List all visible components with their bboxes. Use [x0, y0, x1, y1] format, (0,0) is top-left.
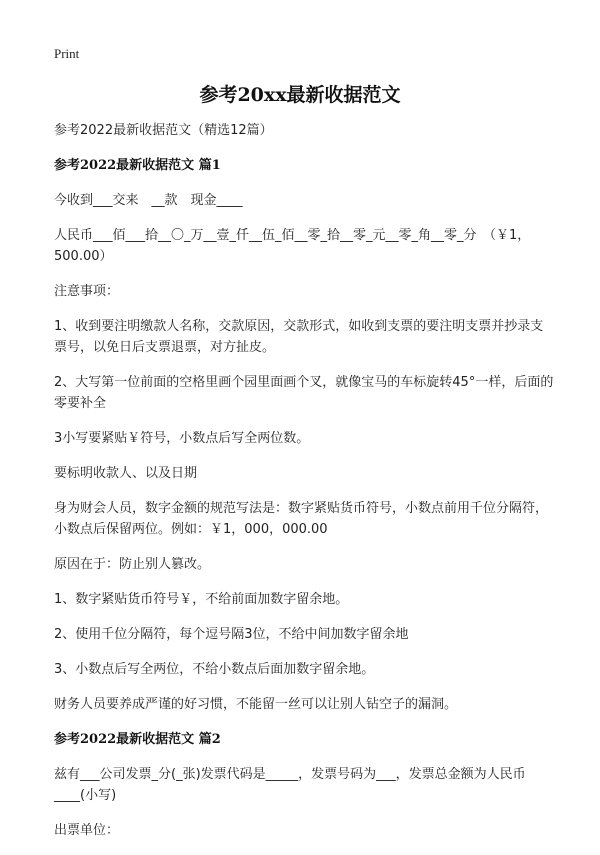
invoice-line: 兹有___公司发票_分(_张)发票代码是_____，发票号码为___，发票总金额为人民币____(小写) — [54, 767, 526, 803]
note-5: 身为财会人员，数字金额的规范写法是：数字紧贴货币符号，小数点前用千位分隔符，小数点后保留两位。例如：￥1，000，000.00 — [54, 501, 549, 537]
print-label: Print — [54, 46, 80, 61]
note-6: 原因在于：防止别人篡改。 — [54, 557, 211, 572]
page-title: 参考20xx最新收据范文 — [199, 84, 401, 106]
document-subtitle: 参考2022最新收据范文（精选12篇） — [54, 123, 273, 138]
note-4: 要标明收款人、以及日期 — [54, 466, 198, 481]
note-2: 2、大写第一位前面的空格里画个园里面画个叉，就像宝马的车标旋转45°一样，后面的零要补全 — [54, 375, 554, 411]
section-heading-2: 参考2022最新收据范文 篇2 — [54, 732, 221, 747]
reason-3: 3、小数点后写全两位，不给小数点后面加数字留余地。 — [54, 662, 375, 677]
reason-2: 2、使用千位分隔符，每个逗号隔3位，不给中间加数字留余地 — [54, 627, 409, 642]
received-line: 今收到___交来 __款 现金____ — [54, 193, 243, 208]
rmb-amount-line: 人民币___佰___拾__〇_万__壹_仟__伍_佰__零_拾__零_元__零_角__零_分 （￥1，500.00） — [54, 228, 531, 264]
note-3: 3小写要紧贴￥符号，小数点后写全两位数。 — [54, 431, 310, 446]
document-body — [54, 120, 554, 855]
note-1: 1、收到要注明缴款人名称，交款原因，交款形式，如收到支票的要注明支票并抄录支票号，以免日后支票退票，对方扯皮。 — [54, 319, 544, 355]
advice-line: 财务人员要养成严谨的好习惯，不能留一丝可以让别人钻空子的漏洞。 — [54, 697, 458, 712]
section-heading-1: 参考2022最新收据范文 篇1 — [54, 158, 221, 173]
notes-heading: 注意事项： — [54, 284, 120, 299]
issuer-line: 出票单位： — [54, 823, 120, 838]
reason-1: 1、数字紧贴货币符号￥，不给前面加数字留余地。 — [54, 592, 349, 607]
